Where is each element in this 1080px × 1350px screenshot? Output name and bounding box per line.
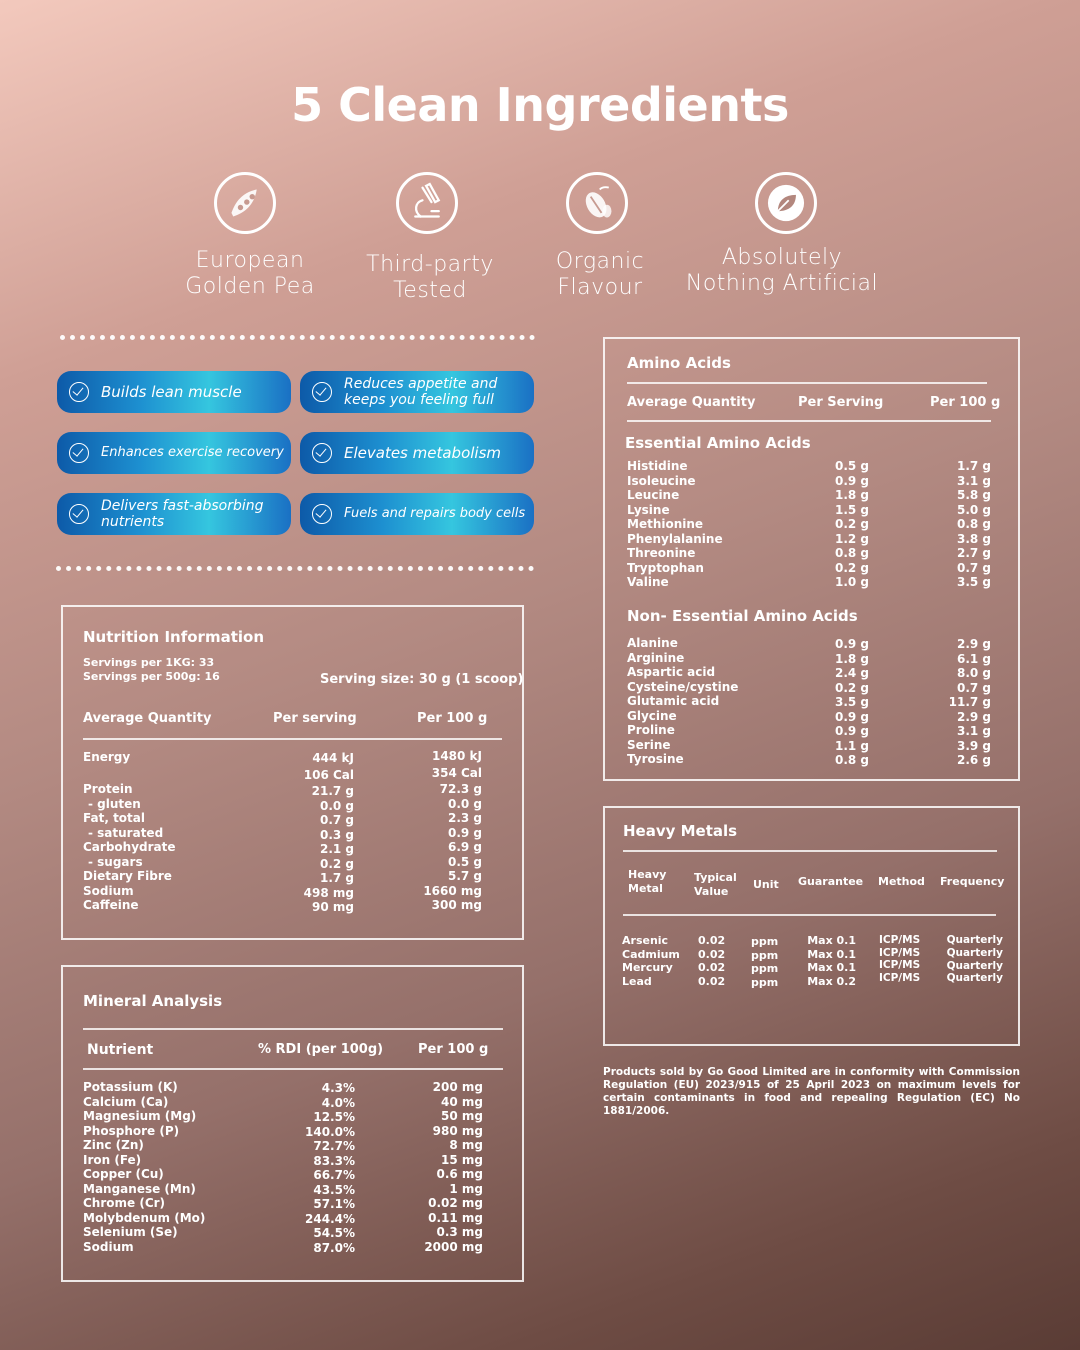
mineral-header-rdi: % RDI (per 100g) <box>258 1042 384 1057</box>
cell-value: 90 mg <box>312 900 354 914</box>
table-row: Arsenic <box>622 934 669 947</box>
cell-value: 1.7 g <box>319 871 354 885</box>
leaf-icon <box>755 172 817 234</box>
metals-panel <box>603 806 1020 1046</box>
cell-value: 0.2 g <box>834 680 869 695</box>
cell-value: Max 0.1 <box>807 961 856 974</box>
cell-value: 87.0% <box>313 1240 355 1255</box>
energy-per100: 1480 kJ 354 Cal <box>431 749 482 780</box>
cell-value: 0.9 g <box>834 473 869 488</box>
table-row: - sugars <box>88 854 143 869</box>
cell-value: 12.5% <box>313 1110 355 1124</box>
benefit-pill-appetite: Reduces appetite and keeps you feeling full <box>300 371 534 413</box>
cell-value: 0.6 mg <box>436 1167 483 1181</box>
metals-values <box>698 934 725 988</box>
benefit-pill-nutrients: Delivers fast-absorbing nutrients <box>57 493 291 535</box>
cell-value: 0.02 <box>698 974 726 988</box>
benefit-pill-muscle: Builds lean muscle <box>57 371 291 413</box>
cell-value: 0.02 <box>698 961 726 974</box>
cell-value: 1.1 g <box>834 738 869 753</box>
metals-header-guarantee: Guarantee <box>798 875 864 888</box>
cell-value: 83.3% <box>313 1153 355 1168</box>
divider-bottom <box>56 566 534 571</box>
cell-value: ppm <box>751 935 779 948</box>
nonessential-names <box>627 636 738 767</box>
cell-value: 244.4% <box>305 1211 355 1226</box>
cell-value: 0.2 g <box>834 560 869 575</box>
mineral-per100-values <box>383 1080 483 1254</box>
table-row: Alanine <box>627 636 678 650</box>
mineral-title: Mineral Analysis <box>83 992 223 1010</box>
essential-per100-values <box>911 459 991 590</box>
cell-value: 1.8 g <box>834 651 869 666</box>
mineral-rule-top <box>83 1028 503 1030</box>
cell-value: 40 mg <box>441 1094 483 1109</box>
table-row: Fat, total <box>83 811 145 825</box>
cell-value: 2000 mg <box>424 1239 483 1254</box>
energy-serving: 444 kJ 106 Cal <box>303 751 354 782</box>
nutrition-names <box>83 782 176 913</box>
table-row: Chrome (Cr) <box>83 1196 166 1210</box>
check-circle-icon <box>312 504 332 524</box>
mineral-rule-bottom <box>83 1068 503 1070</box>
cell-value: 0.9 g <box>447 825 482 840</box>
serving-size: Serving size: 30 g (1 scoop) <box>320 672 524 687</box>
feature-label-organic: Organic Flavour <box>555 249 645 300</box>
nutrition-per100-values <box>382 782 482 913</box>
cell-value: 4.3% <box>321 1081 355 1095</box>
nutrition-rule <box>83 738 502 740</box>
cell-value: 0.0 g <box>447 796 482 811</box>
cell-value: Max 0.1 <box>807 947 856 961</box>
pea-pod-icon <box>214 172 276 234</box>
nonessential-title: Non- Essential Amino Acids <box>627 607 858 625</box>
cell-value: 0.2 g <box>319 856 354 871</box>
table-row: Lysine <box>627 502 670 517</box>
cell-value: 5.7 g <box>447 869 482 883</box>
cell-value: 0.3 mg <box>436 1225 483 1239</box>
mineral-header-nutrient: Nutrient <box>87 1042 154 1058</box>
cell-value: 0.11 mg <box>428 1210 483 1225</box>
metals-title: Heavy Metals <box>623 822 738 840</box>
amino-rule-top <box>627 382 987 384</box>
table-row: Iron (Fe) <box>83 1152 142 1167</box>
cell-value: 0.9 g <box>834 709 869 724</box>
cell-value: Quarterly <box>946 934 1003 946</box>
cell-value: 3.5 g <box>956 575 991 589</box>
table-row: Carbohydrate <box>83 840 176 854</box>
cell-value: 2.1 g <box>319 842 354 856</box>
table-row: Zinc (Zn) <box>83 1138 144 1152</box>
amino-header-serving: Per Serving <box>798 395 884 410</box>
essential-names <box>627 459 723 590</box>
cell-value: 0.7 g <box>319 813 354 827</box>
cell-value: 2.3 g <box>447 811 482 825</box>
table-row: Molybdenum (Mo) <box>83 1210 206 1225</box>
cell-value: 21.7 g <box>311 784 354 798</box>
table-row: Threonine <box>627 546 696 560</box>
cell-value: 50 mg <box>441 1109 483 1123</box>
cell-value: 15 mg <box>441 1152 483 1167</box>
amino-rule-bottom <box>627 420 991 422</box>
cell-value: 1.0 g <box>834 575 869 589</box>
metals-guarantee <box>795 934 856 988</box>
cell-value: 0.7 g <box>956 680 991 695</box>
cell-value: 3.5 g <box>834 695 869 709</box>
table-row: Isoleucine <box>627 473 696 488</box>
nonessential-per100-values <box>911 637 991 768</box>
cell-value: 498 mg <box>303 885 354 900</box>
nutrition-header-serving: Per serving <box>273 711 357 726</box>
table-row: Caffeine <box>83 898 139 912</box>
essential-title: Essential Amino Acids <box>625 434 811 452</box>
table-row: Calcium (Ca) <box>83 1094 169 1109</box>
cell-value: 0.8 g <box>834 546 869 560</box>
cell-value: 5.0 g <box>956 502 991 517</box>
metals-methods <box>879 934 920 984</box>
benefit-pill-recovery: Enhances exercise recovery <box>57 432 291 474</box>
table-row: - gluten <box>88 796 141 811</box>
cell-value: ppm <box>751 948 779 962</box>
table-row: Histidine <box>627 459 688 473</box>
metals-frequency <box>930 934 1003 985</box>
cell-value: ppm <box>751 962 779 975</box>
nutrition-title: Nutrition Information <box>83 628 264 646</box>
table-row: Protein <box>83 782 133 796</box>
table-row: Serine <box>627 737 671 752</box>
metals-units <box>751 935 778 989</box>
cell-value: 72.3 g <box>439 782 482 796</box>
cell-value: 0.02 <box>698 934 726 947</box>
metals-rule-top <box>623 850 997 852</box>
servings-500g: Servings per 500g: 16 <box>83 670 220 683</box>
metals-rule-bottom <box>623 914 996 916</box>
servings-1kg: Servings per 1KG: 33 <box>83 656 215 669</box>
cell-value: Max 0.1 <box>807 934 856 947</box>
check-circle-icon <box>312 443 332 463</box>
nutrition-serving-values <box>254 784 354 915</box>
table-row: Magnesium (Mg) <box>83 1109 197 1123</box>
table-row: Aspartic acid <box>627 665 716 679</box>
compliance-text: Products sold by Go Good Limited are in conformity with Commission Regulation (EU) 2023/915 of 25 April 2023 on maximum levels for certain contaminants in food and repealing Regulation (EC) No 1881/2006. <box>603 1066 1020 1117</box>
metals-header-unit: Unit <box>753 878 779 891</box>
cell-value: 1660 mg <box>423 883 482 898</box>
page-title: 5 Clean Ingredients <box>291 78 789 132</box>
cell-value: 1.7 g <box>956 459 991 473</box>
nutrition-header-per100: Per 100 g <box>417 711 488 726</box>
mineral-names <box>83 1080 205 1254</box>
benefit-pill-cells: Fuels and repairs body cells <box>300 493 534 535</box>
table-row: Manganese (Mn) <box>83 1181 196 1196</box>
cell-value: 3.1 g <box>956 473 991 488</box>
cell-value: 980 mg <box>432 1123 483 1138</box>
cacao-icon <box>566 172 628 234</box>
metals-header-method: Method <box>878 875 925 888</box>
cell-value: Max 0.2 <box>807 974 856 988</box>
cell-value: 2.4 g <box>834 666 869 680</box>
amino-title: Amino Acids <box>627 354 731 372</box>
nutrition-header-quantity: Average Quantity <box>83 711 212 726</box>
cell-value: ppm <box>751 975 779 989</box>
metals-names <box>622 934 680 988</box>
cell-value: 8.0 g <box>956 666 991 680</box>
cell-value: Quarterly <box>946 972 1003 985</box>
cell-value: 0.2 g <box>834 517 869 531</box>
cell-value: 0.02 <box>698 947 726 961</box>
cell-value: 2.9 g <box>956 709 991 724</box>
check-circle-icon <box>69 443 89 463</box>
nonessential-serving-values <box>789 637 869 768</box>
table-row: Sodium <box>83 883 134 898</box>
table-row: Lead <box>622 974 652 988</box>
table-row: Tryptophan <box>627 560 704 575</box>
table-row: Arginine <box>627 650 685 665</box>
table-row: Dietary Fibre <box>83 869 172 883</box>
benefit-pill-metabolism: Elevates metabolism <box>300 432 534 474</box>
cell-value: 5.8 g <box>956 488 991 502</box>
cell-value: 1.8 g <box>834 488 869 502</box>
amino-header-quantity: Average Quantity <box>627 395 756 410</box>
cell-value: ICP/MS <box>879 971 921 984</box>
table-row: Cysteine/cystine <box>627 679 739 694</box>
cell-value: 3.9 g <box>956 738 991 753</box>
table-row: Phenylalanine <box>627 531 723 546</box>
cell-value: 0.9 g <box>834 724 869 738</box>
table-row: Leucine <box>627 488 680 502</box>
table-row: Mercury <box>622 961 673 974</box>
cell-value: 0.8 g <box>834 753 869 767</box>
table-row: Selenium (Se) <box>83 1225 178 1239</box>
table-row: Proline <box>627 723 675 737</box>
cell-value: ICP/MS <box>879 959 921 971</box>
mineral-header-per100: Per 100 g <box>418 1042 489 1057</box>
cell-value: 1.2 g <box>834 531 869 546</box>
cell-value: Quarterly <box>946 946 1003 959</box>
table-row: Glycine <box>627 708 677 723</box>
cell-value: 0.9 g <box>834 637 869 651</box>
cell-value: 0.8 g <box>956 517 991 531</box>
table-row: Copper (Cu) <box>83 1167 164 1181</box>
feature-label-pea: European Golden Pea <box>185 248 315 299</box>
energy-label: Energy <box>83 750 131 764</box>
feature-label-artificial: Absolutely Nothing Artificial <box>685 245 879 296</box>
table-row: Tyrosine <box>627 752 684 766</box>
cell-value: ICP/MS <box>879 934 921 946</box>
cell-value: 140.0% <box>305 1124 355 1139</box>
cell-value: 0.5 g <box>834 459 869 473</box>
cell-value: 8 mg <box>449 1138 483 1152</box>
metals-header-frequency: Frequency <box>940 875 1005 888</box>
cell-value: ICP/MS <box>879 946 921 959</box>
feature-label-tested: Third-party Tested <box>366 252 494 303</box>
check-circle-icon <box>312 382 332 402</box>
cell-value: 2.7 g <box>956 546 991 560</box>
cell-value: 300 mg <box>431 898 482 912</box>
table-row: Glutamic acid <box>627 694 720 708</box>
cell-value: 3.8 g <box>956 531 991 546</box>
table-row: Potassium (K) <box>83 1080 178 1094</box>
cell-value: 6.9 g <box>447 840 482 854</box>
cell-value: 3.1 g <box>956 724 991 738</box>
check-circle-icon <box>69 504 89 524</box>
cell-value: 4.0% <box>321 1095 355 1110</box>
mineral-rdi-values <box>255 1081 355 1255</box>
table-row: Phosphore (P) <box>83 1123 180 1138</box>
table-row: Valine <box>627 575 669 589</box>
table-row: Cadmium <box>622 947 680 961</box>
cell-value: 54.5% <box>313 1226 355 1240</box>
cell-value: 1 mg <box>449 1181 483 1196</box>
cell-value: 0.0 g <box>319 798 354 813</box>
metals-header-typical: Typical Value <box>694 871 737 898</box>
cell-value: 200 mg <box>432 1080 483 1094</box>
table-row: Methionine <box>627 517 704 531</box>
cell-value: 0.3 g <box>319 827 354 842</box>
cell-value: 0.5 g <box>447 854 482 869</box>
cell-value: 57.1% <box>313 1197 355 1211</box>
metals-header-metal: Heavy Metal <box>628 868 667 895</box>
divider-top <box>60 335 535 340</box>
amino-header-per100: Per 100 g <box>930 395 1001 410</box>
cell-value: 1.5 g <box>834 502 869 517</box>
cell-value: 0.02 mg <box>428 1196 483 1210</box>
table-row: - saturated <box>88 825 164 840</box>
cell-value: Quarterly <box>946 959 1003 972</box>
cell-value: 72.7% <box>313 1139 355 1153</box>
microscope-icon <box>396 172 458 234</box>
cell-value: 66.7% <box>313 1168 355 1182</box>
cell-value: 0.7 g <box>956 560 991 575</box>
table-row: Sodium <box>83 1239 134 1254</box>
check-circle-icon <box>69 382 89 402</box>
cell-value: 43.5% <box>313 1182 355 1197</box>
cell-value: 11.7 g <box>948 695 991 709</box>
essential-serving-values <box>789 459 869 590</box>
cell-value: 6.1 g <box>956 651 991 666</box>
cell-value: 2.6 g <box>956 753 991 767</box>
cell-value: 2.9 g <box>956 637 991 651</box>
